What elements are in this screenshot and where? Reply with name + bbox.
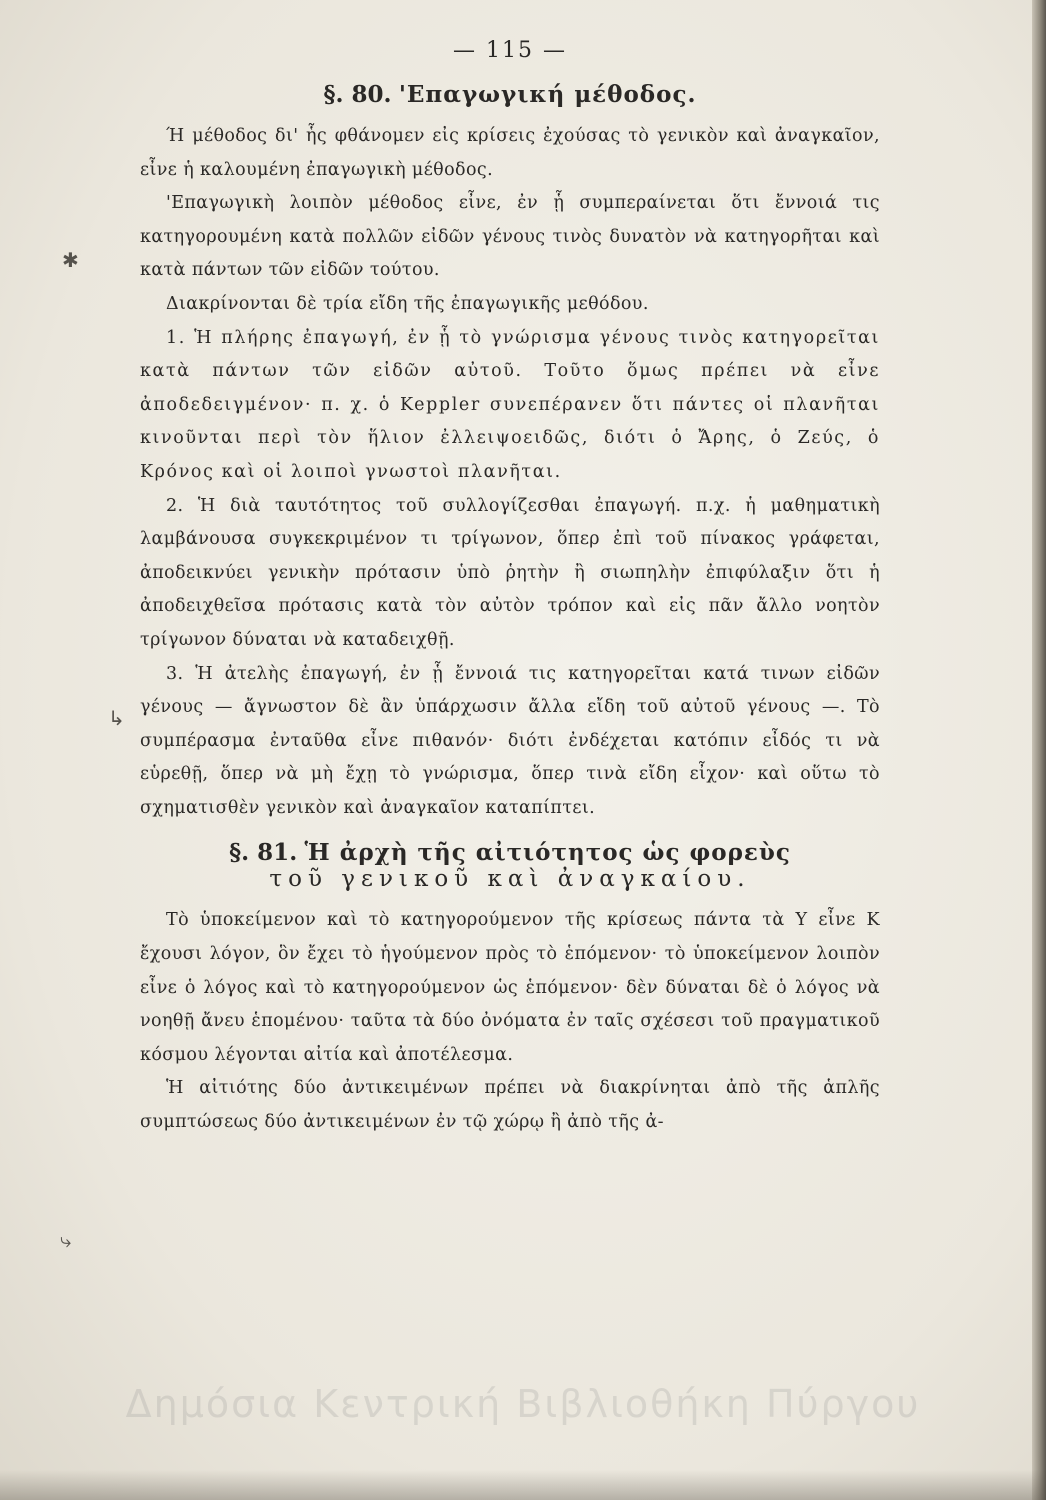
page-bottom-shadow — [0, 1470, 1046, 1500]
paragraph: 'Επαγωγικὴ λοιπὸν μέθοδος εἶνε, ἐν ᾗ συμπεραίνεται ὅτι ἔννοιά τις κατηγορουμένη κατὰ πολλῶν εἰδῶν γένους τινὸς δυνατὸν νὰ κατηγορῆται καὶ κατὰ πάντων τῶν εἰδῶν τούτου. — [140, 193, 880, 281]
paragraph: Ἡ αἰτιότης δύο ἀντικειμένων πρέπει νὰ διακρίνηται ἀπὸ τῆς ἁπλῆς συμπτώσεως δύο ἀντικειμένων ἐν τῷ χώρῳ ἢ ἀπὸ τῆς ἀ- — [140, 1078, 880, 1133]
section-title: Ἡ ἀρχὴ τῆς αἰτιότητος ὡς φορεὺς — [304, 839, 791, 867]
paragraph: Τὸ ὑποκείμενον καὶ τὸ κατηγορούμενον τῆς κρίσεως πάντα τὰ Υ εἶνε Κ ἔχουσι λόγον, ὃν ἔχει τὸ ἡγούμενον πρὸς τὸ ἑπόμενον· τὸ ὑποκείμενον λοιπὸν εἶνε ὁ λόγος καὶ τὸ κατηγορούμενον ὡς ἑπόμενον· δὲν δύναται δὲ ὁ λόγος νὰ νοηθῇ ἄνευ ἑπομένου· ταῦτα τὰ δύο ὀνόματα ἐν ταῖς σχέσεσι τοῦ πραγματικοῦ κόσμου λέγονται αἰτία καὶ ἀποτέλεσμα. — [140, 910, 880, 1065]
section-title: 'Επαγωγική μέθοδος. — [398, 81, 697, 108]
section-81-heading — [140, 839, 880, 892]
paragraph: 3. Ἡ ἀτελὴς ἐπαγωγή, ἐν ᾗ ἔννοιά τις κατηγορεῖται κατά τινων εἰδῶν γένους — ἄγνωστον δὲ ἂν ὑπάρχωσιν ἄλλα εἴδη τοῦ αὐτοῦ γένους —. Τὸ συμπέρασμα ἐνταῦθα εἶνε πιθανόν· διότι ἐνδέχεται κατόπιν εἶδός τι νὰ εὑρεθῇ, ὅπερ νὰ μὴ ἔχῃ τὸ γνώρισμα, ὅπερ τινὰ εἴδη εἶχον· καὶ οὕτω τὸ σχηματισθὲν γενικὸν καὶ ἀναγκαῖον καταπίπτει. — [140, 663, 880, 818]
paragraph: Διακρίνονται δὲ τρία εἴδη τῆς ἐπαγωγικῆς μεθόδου. — [166, 293, 649, 314]
margin-mark-icon: ✱ — [62, 248, 79, 272]
paragraph: 1. Ἡ πλήρης ἐπαγωγή, ἐν ᾗ τὸ γνώρισμα γένους τινὸς κατηγορεῖται κατὰ πάντων τῶν εἰδῶν αὐτοῦ. Τοῦτο ὅμως πρέπει νὰ εἶνε ἀποδεδειγμένον· π. χ. ὁ Keppler συνεπέρανεν ὅτι πάντες οἱ πλανῆται κινοῦνται περὶ τὸν ἥλιον ἐλλειψοειδῶς, διότι ὁ Ἄρης, ὁ Ζεύς, ὁ Κρόνος καὶ οἱ λοιποὶ γνωστοὶ πλανῆται. — [140, 327, 880, 482]
page-number: — 115 — — [453, 38, 567, 63]
page-edge-shadow — [1032, 0, 1046, 1500]
section-number: §. 81. — [229, 839, 298, 867]
paragraph: Ή μέθοδος δι' ἧς φθάνομεν εἰς κρίσεις ἐχούσας τὸ γενικὸν καὶ ἀναγκαῖον, εἶνε ἡ καλουμένη ἐπαγωγικὴ μέθοδος. — [140, 126, 880, 180]
section-title-line2: τοῦ γενικοῦ καὶ ἀναγκαίου. — [269, 866, 751, 893]
margin-mark-icon: ⤷ — [60, 1228, 72, 1252]
paragraph: 2. Ἡ διὰ ταυτότητος τοῦ συλλογίζεσθαι ἐπαγωγή. π.χ. ἡ μαθηματικὴ λαμβάνουσα συγκεκριμένον τι τρίγωνον, ὅπερ ἐπὶ τοῦ πίνακος γράφεται, ἀποδεικνύει γενικὴν πρότασιν ὑπὸ ῥητὴν ἢ σιωπηλὴν ἐπιφύλαξιν ὅτι ἡ ἀποδειχθεῖσα πρότασις κατὰ τὸν αὐτὸν τρόπον καὶ εἰς πᾶν ἄλλο νοητὸν τρίγωνον δύναται νὰ καταδειχθῇ. — [140, 495, 880, 650]
library-watermark: Δημόσια Κεντρική Βιβλιοθήκη Πύργου — [125, 1382, 921, 1426]
section-number: §. 80. — [323, 81, 392, 108]
section-80-heading — [140, 81, 880, 108]
margin-mark-icon: ↳ — [108, 706, 125, 730]
page-text — [140, 38, 880, 1140]
